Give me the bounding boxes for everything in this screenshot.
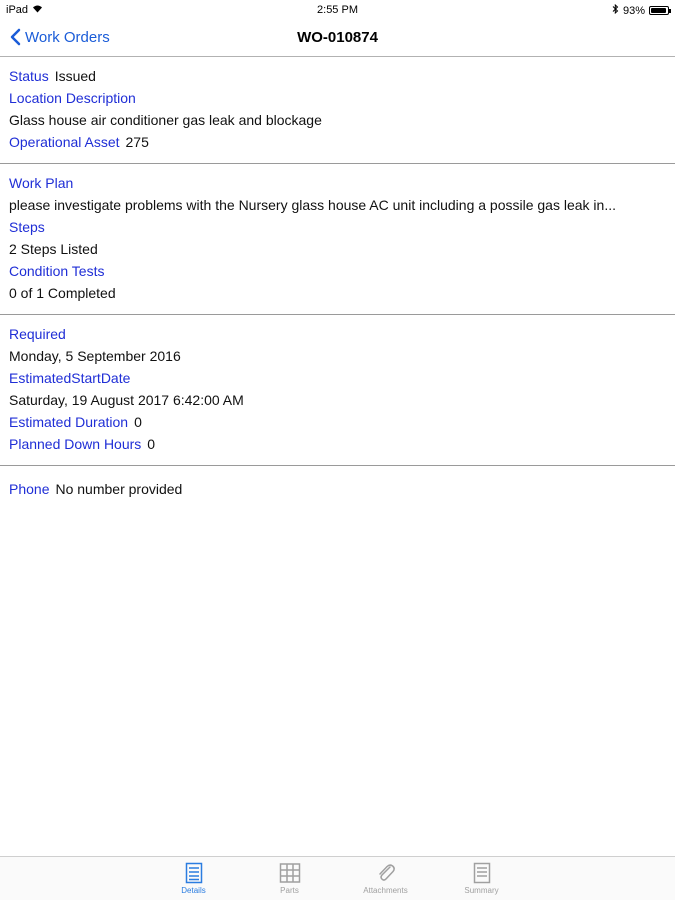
asset-value: 275 — [125, 134, 149, 150]
work-plan-label: Work Plan — [9, 175, 74, 191]
steps-value: 2 Steps Listed — [9, 241, 98, 257]
condition-value-row — [9, 284, 666, 302]
start-date-value: Saturday, 19 August 2017 6:42:00 AM — [9, 392, 244, 408]
condition-tests-label: Condition Tests — [9, 263, 105, 279]
navigation-bar — [0, 20, 675, 57]
device-name: iPad — [6, 4, 29, 16]
section-status — [0, 57, 675, 164]
details-icon — [185, 862, 203, 884]
down-hours-value: 0 — [147, 436, 156, 452]
condition-tests-value: 0 of 1 Completed — [9, 285, 116, 301]
location-label: Location Description — [9, 90, 136, 106]
tab-parts-label: Parts — [280, 886, 299, 895]
tab-parts[interactable] — [265, 857, 315, 900]
tab-details-label: Details — [181, 886, 206, 895]
tab-attachments[interactable] — [361, 857, 411, 900]
status-value: Issued — [54, 68, 96, 84]
battery-icon — [649, 6, 669, 15]
asset-label: Operational Asset — [9, 134, 120, 150]
section-contact — [0, 466, 675, 510]
tab-summary-label: Summary — [464, 886, 499, 895]
phone-row[interactable] — [9, 480, 666, 498]
duration-label: Estimated Duration — [9, 414, 129, 430]
location-value-row — [9, 111, 666, 129]
status-time: 2:55 PM — [317, 4, 358, 16]
status-bar — [0, 0, 675, 20]
required-value: Monday, 5 September 2016 — [9, 348, 181, 364]
start-date-label: EstimatedStartDate — [9, 370, 131, 386]
asset-row[interactable] — [9, 133, 666, 151]
steps-value-row — [9, 240, 666, 258]
work-plan-value-row — [9, 196, 666, 214]
details-content — [0, 57, 675, 510]
section-dates — [0, 315, 675, 466]
page-title: WO-010874 — [297, 29, 378, 46]
summary-icon — [473, 862, 491, 884]
section-work-plan — [0, 164, 675, 315]
condition-label-row[interactable] — [9, 262, 666, 280]
parts-icon — [279, 862, 301, 884]
phone-label: Phone — [9, 481, 50, 497]
work-plan-value: please investigate problems with the Nursery glass house AC unit including a possile gas leak in... — [9, 197, 616, 213]
bluetooth-icon — [612, 4, 619, 17]
tab-details[interactable] — [169, 857, 219, 900]
phone-value: No number provided — [55, 481, 183, 497]
tab-attachments-label: Attachments — [363, 886, 408, 895]
down-hours-label: Planned Down Hours — [9, 436, 142, 452]
required-label: Required — [9, 326, 66, 342]
status-label: Status — [9, 68, 49, 84]
location-label-row — [9, 89, 666, 107]
duration-row — [9, 413, 666, 431]
location-value: Glass house air conditioner gas leak and blockage — [9, 112, 322, 128]
down-hours-row — [9, 435, 666, 453]
status-row — [9, 67, 666, 85]
status-right — [612, 4, 669, 17]
steps-label: Steps — [9, 219, 45, 235]
paperclip-icon — [375, 862, 397, 884]
work-plan-label-row[interactable] — [9, 174, 666, 192]
required-value-row — [9, 347, 666, 365]
start-date-label-row — [9, 369, 666, 387]
back-button-label: Work Orders — [25, 28, 110, 46]
duration-value: 0 — [134, 414, 142, 430]
start-date-value-row — [9, 391, 666, 409]
tab-bar — [0, 856, 675, 900]
required-label-row — [9, 325, 666, 343]
steps-label-row[interactable] — [9, 218, 666, 236]
battery-percent: 93% — [622, 4, 645, 17]
tab-summary[interactable] — [457, 857, 507, 900]
